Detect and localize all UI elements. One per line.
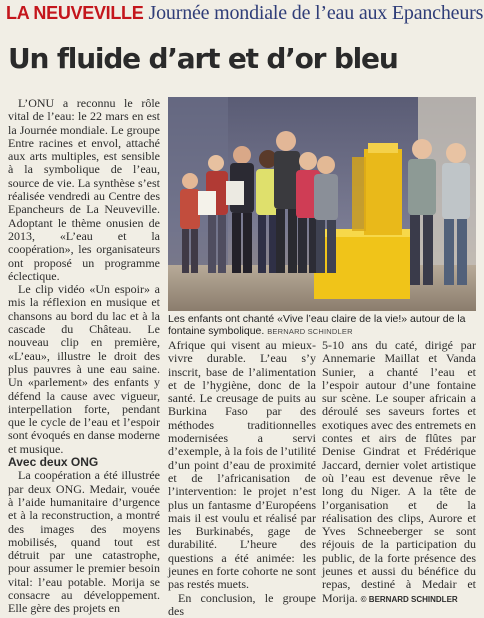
article-photo [168, 97, 476, 311]
article-column-3 [322, 338, 476, 605]
kicker [6, 2, 482, 28]
kicker-subtitle: Journée mondiale de l’eau aux Epancheurs [148, 2, 484, 24]
photo-scene [168, 97, 476, 311]
article-column-1 [8, 96, 160, 616]
article-paragraph-3-continued: Afrique qui visent au mieux-vivre durable. L’eau s’y inscrit, base de l’alimentation et de l’hygiène, donc de la santé. Le creusage de puits au Burkina Faso par des méthodes traditionnelles modernisées a servi d’exemple, à la fois de l’utilité d’un point d’eau de proximité et de l’africanisation de l’intervention: le projet n’est plus un fantasme d’Européens mais il est voulu et réalisé par les Burkinabés, gage de durabilité. L’heure des questions a été animée: les jeunes en forte cohorte ne sont pas restés muets. [168, 338, 316, 592]
photo-caption [168, 313, 476, 338]
kicker-place: LA NEUVEVILLE [6, 3, 144, 23]
section-heading: Avec deux ONG [8, 455, 99, 470]
article-paragraph-3: La coopération a été illustrée par deux ONG. Medair, vouée à l’aide humanitaire d’urgence et à la reconstruction, a montré des images des moyens mobilisés, quand tout est détruit par une catastrophe, pour assumer le premier besoin vital: l’eau potable. Morija se consacre au développement. Elle gère des projets en [8, 468, 160, 616]
article-paragraph-2: Le clip vidéo «Un espoir» a mis la réflexion en musique et chansons au bord du lac et à la cascade du Château. Le nouveau clip en première, «L’eau», illustre le droit des plus pauvres à une eau saine. Un «parlement» des enfants y défend la cause avec vigueur, interpellation forte, pendant que le cycle de l’eau et l’espoir sont évoqués en danse moderne et musique. [8, 282, 160, 456]
caption-text: Les enfants ont chanté «Vive l’eau claire de la vie!» autour de la fontaine symbolique. [168, 313, 466, 337]
article-paragraph-4: En conclusion, le groupe des [168, 590, 316, 618]
headline: Un fluide d’art et d’or bleu [8, 42, 398, 75]
photo-credit: BERNARD SCHINDLER [267, 327, 353, 336]
article-column-2 [168, 338, 316, 618]
article-paragraph-1: L’ONU a reconnu le rôle vital de l’eau: le 22 mars en est la Journée mondiale. Le groupe Entre racines et envol, attaché aux arts multiples, est sensible à la symbolique de l’eau, source de vie. La synthèse s’est réalisée vendredi au Centre des Epancheurs de La Neuveville. Adoptant le thème onusien de 2013, «L’eau et la coopération», les organisateurs ont proposé un programme éclectique. [8, 96, 160, 283]
article-paragraph-4-continued: 5-10 ans du caté, dirigé par Annemarie Maillat et Vanda Sunier, a chanté l’eau et l’espoir autour d’une fontaine sur scène. Le souper africain a déroulé ses saveurs fortes et exotiques avec des entremets en contes et airs de flûtes par Denise Gindrat et Frédérique Jaccard, dernier volet artistique où l’eau est devenue rêve le long du Niger. A la tête de l’organisation et de la réalisation des clips, Aurore et Yves Schneeberger se sont réjouis de la participation du public, de la forte présence des jeunes et aussi du bénéfice du repas, destiné à Medair et Morija. © BERNARD SCHINDLER [322, 338, 476, 605]
article-byline: © BERNARD SCHINDLER [360, 594, 458, 604]
